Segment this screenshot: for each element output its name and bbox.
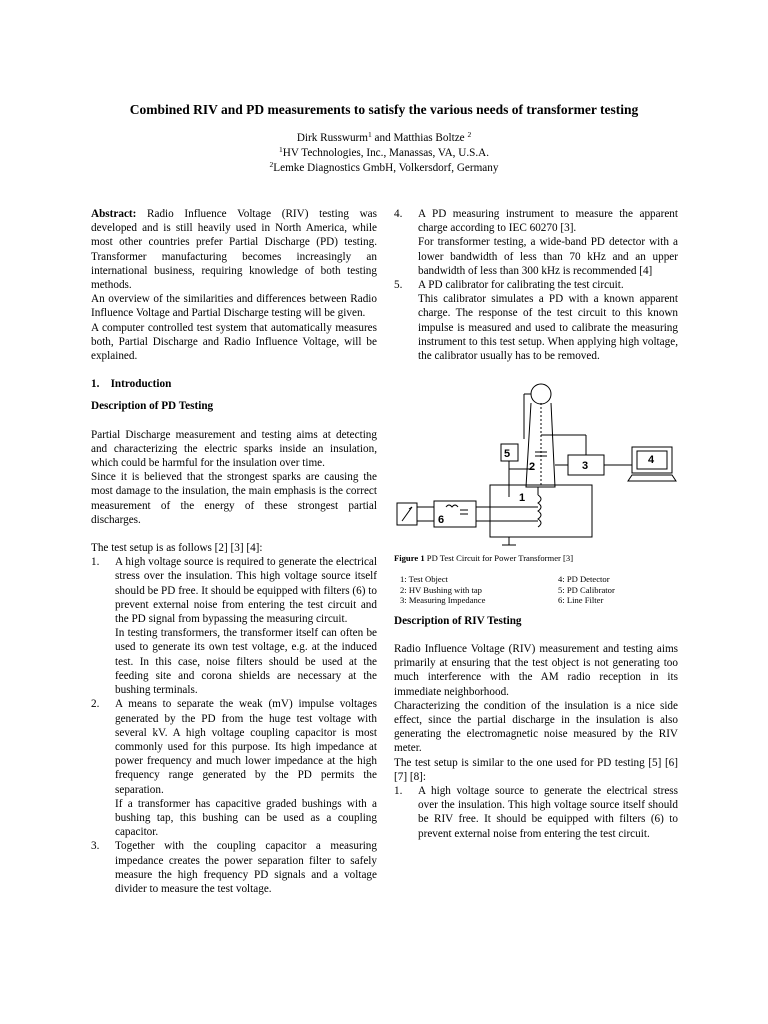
label-2: 2 xyxy=(529,461,536,474)
author-1-sup: 1 xyxy=(367,130,372,139)
label-3: 3 xyxy=(582,460,589,473)
author-1: Dirk Russwurm xyxy=(296,132,368,144)
affiliation-1-text: HV Technologies, Inc., Manassas, VA, U.S.A. xyxy=(282,147,490,159)
list-item xyxy=(394,784,678,841)
list-item-para: Together with the coupling capacitor a measuring impedance creates the power separation filter to safely measure the high frequency PD signals and a voltage divider to measure the test voltage. xyxy=(115,840,377,895)
list-item xyxy=(91,839,377,896)
author-2-sup: 2 xyxy=(467,130,472,139)
affiliation-1 xyxy=(40,146,728,161)
label-6: 6 xyxy=(438,514,445,527)
list-item-para: A PD calibrator for calibrating the test circuit. xyxy=(418,279,624,292)
label-1: 1 xyxy=(519,492,526,505)
legend-item: 3: Measuring Impedance xyxy=(400,595,486,606)
abstract-p1 xyxy=(91,207,377,292)
intro-p1: Partial Discharge measurement and testing aims at detecting and characterizing the electric sparks inside an insulation, which could be harmful for the insulation over time. xyxy=(91,428,377,470)
abstract-p2: An overview of the similarities and differences between Radio Influence Voltage and Partial Discharge testing will be given. xyxy=(91,293,377,320)
legend-item: 1: Test Object xyxy=(400,574,448,585)
figure-1 xyxy=(394,377,678,553)
list-number: 2. xyxy=(91,698,100,711)
author-and: and xyxy=(371,132,394,144)
riv-p3: The test setup is similar to the one used for PD testing [5] [6] [7] [8]: xyxy=(394,756,678,783)
list-item xyxy=(394,207,678,278)
subheading-riv-testing: Description of RIV Testing xyxy=(394,614,522,627)
figure-caption-text: PD Test Circuit for Power Transformer [3] xyxy=(424,553,574,564)
list-item xyxy=(91,697,377,839)
list-number: 1. xyxy=(91,556,100,569)
list-number: 1. xyxy=(394,784,403,797)
list-item xyxy=(394,278,678,363)
abstract-label: Abstract: xyxy=(91,208,137,220)
intro-p3: The test setup is as follows [2] [3] [4]: xyxy=(91,542,263,555)
list-item-para: A high voltage source to generate the electrical stress over the insulation. This high voltage source itself should be RIV free. It should be equipped with filters (6) to prevent external noise from entering the test circuit. xyxy=(418,784,678,840)
affiliation-2-text: Lemke Diagnostics GmbH, Volkersdorf, Germany xyxy=(273,162,499,174)
legend-item: 5: PD Calibrator xyxy=(558,584,615,595)
left-column xyxy=(91,207,377,896)
author-line xyxy=(40,131,728,146)
test-object-transformer xyxy=(490,485,592,537)
legend-item: 4: PD Detector xyxy=(558,574,610,585)
variable-source-arrow xyxy=(402,507,412,521)
figure-caption xyxy=(394,553,678,564)
abstract-p3: A computer controlled test system that automatically measures both, Partial Discharge and Radio Influence Voltage, will be explained. xyxy=(91,321,377,363)
list-number: 4. xyxy=(394,208,403,220)
paper-title: Combined RIV and PD measurements to satisfy the various needs of transformer testing xyxy=(129,102,639,117)
figure-legend xyxy=(400,574,678,606)
pd-detector-keyboard-icon xyxy=(628,475,676,481)
affiliation-1-sup: 1 xyxy=(278,145,283,154)
riv-p2: Characterizing the condition of the insulation is a nice side effect, since the partial discharge in the insulation is also generating the electromagnetic noise measured by the RIV meter. xyxy=(394,699,678,755)
author-2: Matthias Boltze xyxy=(393,132,468,144)
label-4: 4 xyxy=(648,454,655,467)
list-item-para: This calibrator simulates a PD with a known apparent charge. The response of the test circuit to this known impulse is measured and used to calibrate the measuring instrument to this test setup. When applying high voltage, the calibrator usually has to be removed. xyxy=(418,293,678,363)
legend-item: 6: Line Filter xyxy=(558,595,604,606)
list-item-para: For transformer testing, a wide-band PD detector with a lower bandwidth of less than 70 kHz and an upper bandwidth of less than 300 kHz is recommended [4] xyxy=(418,236,678,277)
label-5: 5 xyxy=(504,448,511,461)
filter-inductor xyxy=(446,505,458,507)
list-number: 5. xyxy=(394,279,403,292)
author-block xyxy=(40,131,728,176)
right-column xyxy=(394,207,678,841)
list-item xyxy=(91,555,377,697)
hv-electrode-icon xyxy=(531,384,551,404)
list-item-para: A means to separate the weak (mV) impulse voltages generated by the PD from the huge test voltage with several kV. A high voltage coupling capacitor is most commonly used for this purpose. Its high impedance at power frequency and much lower impedance at the high frequency range generated by the PD permits the separation. xyxy=(115,698,377,796)
figure-caption-label: Figure 1 xyxy=(394,553,425,564)
subheading-pd-testing: Description of PD Testing xyxy=(91,400,214,413)
list-item-para: A high voltage source is required to generate the electrical stress over the insulation. This high voltage source itself should be PD free. It should be equipped with filters (6) to prevent external noise from entering the test circuit and the PD signal from bypassing the measuring circuit. xyxy=(115,556,377,626)
list-item-para: A PD measuring instrument to measure the apparent charge according to IEC 60270 [3]. xyxy=(418,208,678,235)
list-item-para: In testing transformers, the transformer itself can often be used to generate its own test voltage, e.g. at the induced test. In this case, noise filters should be used at the feeding site and corona shields are necessary at the bushing terminals. xyxy=(115,627,377,697)
section-heading-introduction: 1. Introduction xyxy=(91,378,172,391)
riv-p1: Radio Influence Voltage (RIV) measurement and testing aims primarily at ensuring that the test object is not generating too much interference with the AM radio reception in its immediate neighborhood. xyxy=(394,642,678,698)
list-item-para: If a transformer has capacitive graded bushings with a bushing tap, this bushing can be used as a coupling capacitor. xyxy=(115,797,377,839)
pd-test-circuit-diagram xyxy=(394,377,678,553)
pd-setup-list-right xyxy=(394,207,678,363)
affiliation-2-sup: 2 xyxy=(269,160,274,169)
intro-p2: Since it is believed that the strongest sparks are causing the most damage to the insulation, the main emphasis is the correct measurement of the energy of these strongest partial discharges. xyxy=(91,471,377,526)
pd-setup-list-left xyxy=(91,555,377,896)
affiliation-2 xyxy=(40,161,728,176)
transformer-winding-icon xyxy=(538,495,541,527)
abstract-text-1: Radio Influence Voltage (RIV) testing was developed and is still heavily used in North America, while most other countries prefer Partial Discharge (PD) testing. Transformer manufacturing becomes increasingly an international business, requiring knowledge of both testing methods. xyxy=(91,208,377,292)
list-number: 3. xyxy=(91,840,100,853)
riv-setup-list xyxy=(394,784,678,841)
legend-item: 2: HV Bushing with tap xyxy=(400,584,482,595)
